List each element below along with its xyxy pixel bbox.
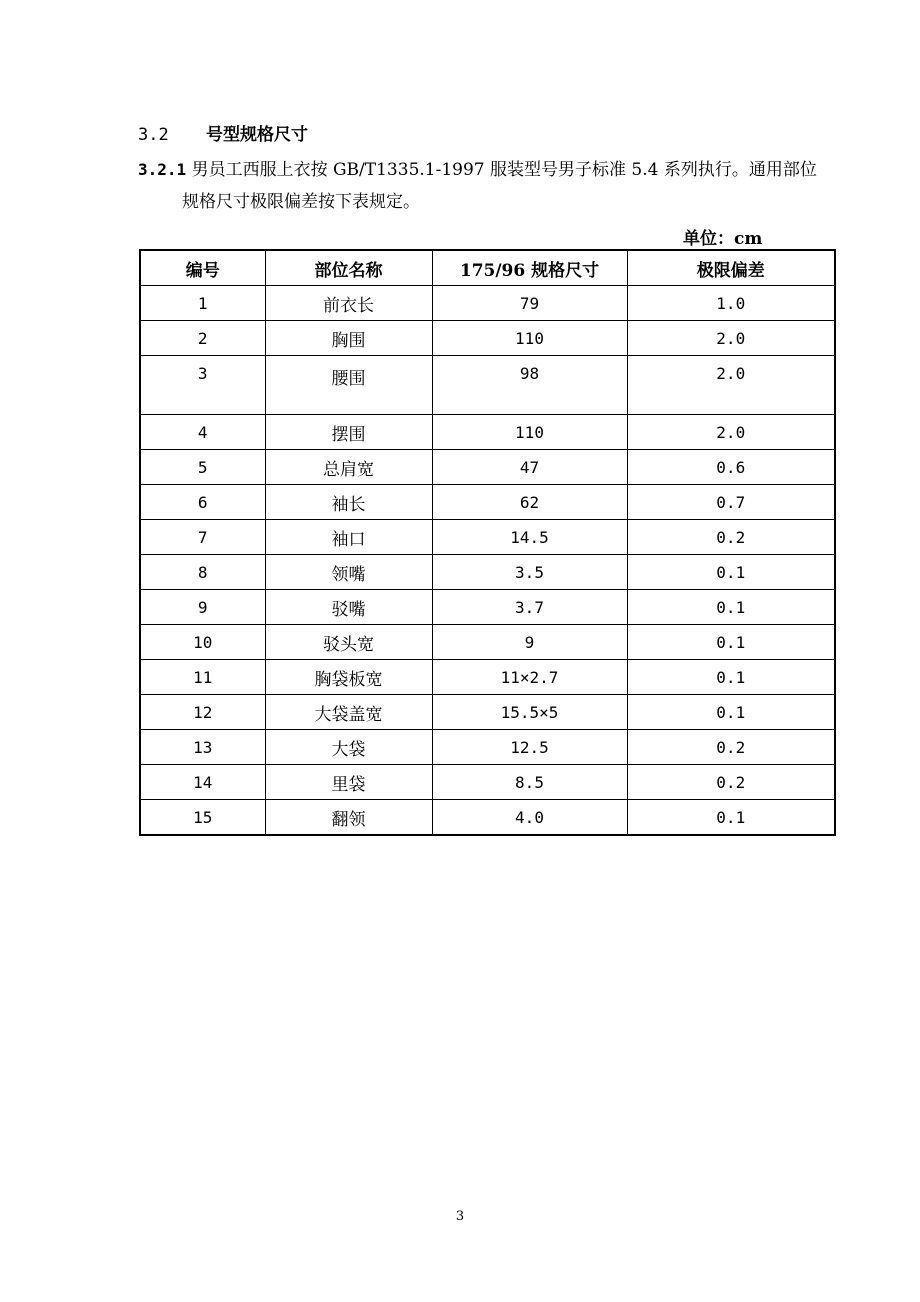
cell-size: 12.5 xyxy=(432,730,627,765)
cell-number: 4 xyxy=(140,415,265,450)
cell-part-name: 里袋 xyxy=(265,765,432,800)
table-row xyxy=(140,321,835,356)
cell-tolerance: 0.6 xyxy=(627,450,835,485)
cell-size: 15.5×5 xyxy=(432,695,627,730)
table-row xyxy=(140,590,835,625)
cell-part-name: 腰围 xyxy=(265,356,432,415)
table-row xyxy=(140,450,835,485)
table-row xyxy=(140,800,835,836)
cell-size: 62 xyxy=(432,485,627,520)
paragraph-line-2: 规格尺寸极限偏差按下表规定。 xyxy=(182,192,420,212)
cell-number: 11 xyxy=(140,660,265,695)
cell-part-name: 胸围 xyxy=(265,321,432,356)
cell-size: 98 xyxy=(432,356,627,415)
cell-part-name: 领嘴 xyxy=(265,555,432,590)
table-row xyxy=(140,485,835,520)
table-row xyxy=(140,555,835,590)
cell-number: 9 xyxy=(140,590,265,625)
cell-size: 11×2.7 xyxy=(432,660,627,695)
cell-number: 1 xyxy=(140,286,265,321)
cell-number: 7 xyxy=(140,520,265,555)
cell-tolerance: 0.2 xyxy=(627,730,835,765)
cell-part-name: 大袋盖宽 xyxy=(265,695,432,730)
table-row xyxy=(140,520,835,555)
cell-number: 12 xyxy=(140,695,265,730)
cell-tolerance: 2.0 xyxy=(627,415,835,450)
header-part-name: 部位名称 xyxy=(265,250,432,286)
cell-tolerance: 0.2 xyxy=(627,765,835,800)
section-number: 3.2 xyxy=(138,125,169,145)
cell-size: 9 xyxy=(432,625,627,660)
cell-size: 79 xyxy=(432,286,627,321)
cell-tolerance: 0.1 xyxy=(627,660,835,695)
cell-size: 3.5 xyxy=(432,555,627,590)
cell-number: 5 xyxy=(140,450,265,485)
cell-size: 8.5 xyxy=(432,765,627,800)
cell-number: 14 xyxy=(140,765,265,800)
cell-number: 10 xyxy=(140,625,265,660)
cell-number: 8 xyxy=(140,555,265,590)
cell-part-name: 总肩宽 xyxy=(265,450,432,485)
cell-size: 3.7 xyxy=(432,590,627,625)
cell-size: 110 xyxy=(432,415,627,450)
cell-size: 4.0 xyxy=(432,800,627,836)
cell-tolerance: 0.1 xyxy=(627,555,835,590)
header-number: 编号 xyxy=(140,250,265,286)
cell-tolerance: 1.0 xyxy=(627,286,835,321)
table-row xyxy=(140,625,835,660)
cell-tolerance: 2.0 xyxy=(627,356,835,415)
cell-tolerance: 2.0 xyxy=(627,321,835,356)
cell-tolerance: 0.1 xyxy=(627,800,835,836)
cell-number: 13 xyxy=(140,730,265,765)
unit-label: 单位：cm xyxy=(683,229,763,249)
table-row xyxy=(140,730,835,765)
cell-number: 15 xyxy=(140,800,265,836)
table-row xyxy=(140,286,835,321)
cell-part-name: 翻领 xyxy=(265,800,432,836)
header-size: 175/96 规格尺寸 xyxy=(432,250,627,286)
table-row xyxy=(140,660,835,695)
cell-part-name: 袖口 xyxy=(265,520,432,555)
table-row xyxy=(140,415,835,450)
cell-part-name: 袖长 xyxy=(265,485,432,520)
table-row xyxy=(140,695,835,730)
paragraph-number: 3.2.1 xyxy=(138,160,187,179)
cell-size: 47 xyxy=(432,450,627,485)
intro-paragraph xyxy=(138,154,858,218)
paragraph-line-1: 男员工西服上衣按 GB/T1335.1-1997 服装型号男子标准 5.4 系列执行。通用部位 xyxy=(191,160,817,180)
cell-part-name: 胸袋板宽 xyxy=(265,660,432,695)
table-row xyxy=(140,765,835,800)
cell-tolerance: 0.2 xyxy=(627,520,835,555)
cell-tolerance: 0.1 xyxy=(627,625,835,660)
cell-part-name: 大袋 xyxy=(265,730,432,765)
cell-size: 110 xyxy=(432,321,627,356)
cell-part-name: 前衣长 xyxy=(265,286,432,321)
page-number: 3 xyxy=(455,1209,465,1224)
table-row xyxy=(140,356,835,415)
cell-tolerance: 0.1 xyxy=(627,695,835,730)
cell-size: 14.5 xyxy=(432,520,627,555)
section-heading xyxy=(138,120,308,145)
cell-part-name: 驳嘴 xyxy=(265,590,432,625)
cell-tolerance: 0.7 xyxy=(627,485,835,520)
spec-table xyxy=(139,249,836,836)
cell-number: 2 xyxy=(140,321,265,356)
cell-number: 6 xyxy=(140,485,265,520)
section-title: 号型规格尺寸 xyxy=(206,125,308,145)
table-header-row xyxy=(140,250,835,286)
header-tolerance: 极限偏差 xyxy=(627,250,835,286)
cell-part-name: 驳头宽 xyxy=(265,625,432,660)
cell-part-name: 摆围 xyxy=(265,415,432,450)
cell-number: 3 xyxy=(140,356,265,415)
cell-tolerance: 0.1 xyxy=(627,590,835,625)
